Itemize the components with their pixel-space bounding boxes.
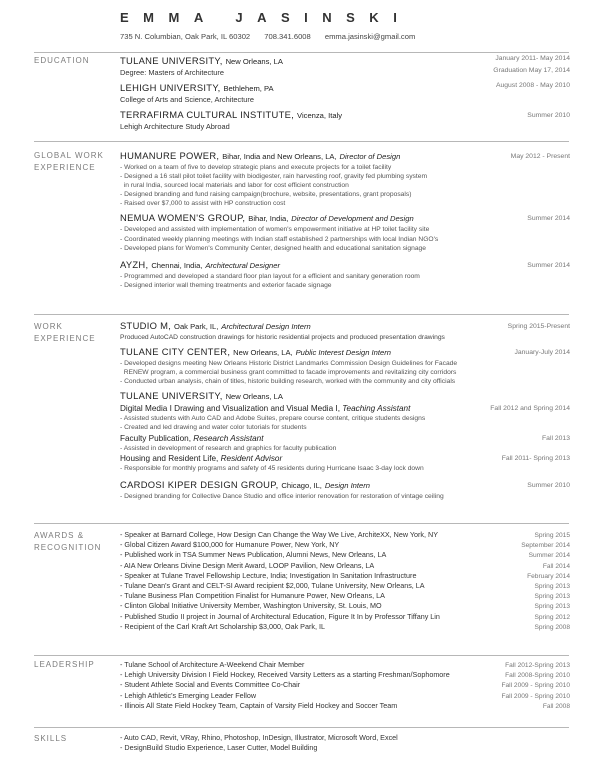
award-text: - Global Citizen Award $100,000 for Humanure Power, New York, NY (120, 540, 340, 550)
leadership-item (120, 670, 570, 680)
job-item (120, 212, 570, 252)
date: Fall 2008-Spring 2010 (505, 672, 570, 680)
award-text: - Recipient of the Carl Kraft Art Scholarship $3,000, Oak Park, IL (120, 621, 325, 631)
phone: 708.341.6008 (264, 32, 311, 41)
education-section (120, 55, 570, 132)
award-item (120, 601, 570, 611)
section-label-work (34, 321, 96, 345)
section-label-leadership: LEADERSHIP (34, 660, 95, 669)
skill-item: - Auto CAD, Revit, VRay, Rhino, Photoshop, InDesign, Illustrator, Microsoft Word, Excel (120, 733, 398, 742)
date: Spring 2015-Present (507, 323, 570, 330)
leadership-item (120, 701, 570, 711)
work-section (120, 320, 570, 501)
org-location: New Orleans, LA, (233, 348, 293, 358)
address: 735 N. Columbian, Oak Park, IL 60302 (120, 32, 251, 41)
job-item (120, 390, 570, 472)
course-title: Digital Media I Drawing and Visualization and Visual Media I, (120, 404, 340, 414)
date: August 2008 - May 2010 (495, 82, 570, 89)
org-name: TULANE CITY CENTER, (120, 346, 231, 358)
date: Fall 2012-Spring 2013 (505, 662, 570, 669)
bullet: - Programmed and developed a standard floor plan layout for a efficient and sanitary generation room (120, 272, 420, 280)
org-location: Chennai, India, (151, 260, 203, 270)
divider (34, 52, 569, 53)
email: emma.jasinski@gmail.com (324, 32, 416, 41)
date: Spring 2013 (534, 593, 570, 601)
bullet: - Responsible for monthly programs and safety of 45 residents during Hurricane Isaac 3-day lock down (120, 464, 424, 472)
bullet: RENEW program, a commercial business grant committed to facade improvements and revitalizing city corridors (120, 369, 457, 377)
award-item (120, 550, 570, 560)
job-item (120, 346, 570, 386)
bullet: - Developed designs meeting New Orleans Historic District Landmarks Commission Design Guidelines for Facade (120, 360, 458, 368)
org-name: HUMANURE POWER, (120, 150, 220, 161)
leadership-text: - Illinois All State Field Hockey Team, Captain of Varsity Field Hockey and Soccer Team (120, 700, 398, 710)
date: Summer 2014 (527, 261, 570, 269)
org-name: STUDIO M, (120, 320, 172, 331)
org-name: NEMUA WOMEN'S GROUP, (120, 212, 246, 224)
skills-section (120, 733, 570, 753)
school-location: Vicenza, Italy (297, 111, 343, 120)
bullet: - Designed interior wall theming treatments and exterior facade signage (120, 281, 332, 289)
award-text: - Speaker at Barnard College, How Design Can Change the Way We Live, ArchiteXX, New York, NY (120, 530, 439, 539)
award-text: - Published work in TSA Summer News Publication, Alumni News, New Orleans, LA (120, 550, 387, 560)
contact-line (120, 32, 427, 41)
leadership-text: - Lehigh Athletic's Emerging Leader Fellow (120, 690, 257, 700)
date: Fall 2014 (542, 562, 570, 570)
bullet: - Coordinated weekly planning meetings with Indian staff established 2 partnerships with local Indian NGO's (120, 235, 439, 243)
date: Summer 2014 (527, 215, 570, 223)
leadership-section (120, 660, 570, 711)
job-role: Public Interest Design Intern (295, 348, 391, 358)
bullet: - Designed branding and fund raising campaign(brochure, website, presentations, grant proposals) (120, 191, 412, 199)
education-item (120, 55, 570, 78)
label-line: EXPERIENCE (34, 334, 96, 343)
date: Spring 2008 (534, 623, 570, 631)
job-role: Director of Design (339, 152, 401, 161)
job-role: Research Assistant (193, 433, 264, 443)
date: Fall 2009 - Spring 2010 (501, 692, 570, 700)
global-work-section (120, 150, 570, 290)
date: Summer 2010 (527, 481, 570, 489)
label-line: RECOGNITION (34, 543, 102, 552)
bullet: - Assisted students with Auto CAD and Adobe Suites, prepare course content, critique students designs (120, 415, 426, 423)
bullet: - Raised over $7,000 to assist with HP construction cost (120, 200, 286, 208)
bullet: - Assisted in development of research and graphics for faculty publication (120, 444, 337, 452)
job-item (120, 320, 570, 342)
section-label-education: EDUCATION (34, 56, 90, 65)
org-name: AYZH, (120, 258, 149, 270)
job-role: Architectural Design Intern (221, 322, 311, 331)
school-name: TERRAFIRMA CULTURAL INSTITUTE, (120, 109, 295, 120)
leadership-item (120, 660, 570, 670)
job-item (120, 259, 570, 290)
leadership-item (120, 680, 570, 690)
leadership-item (120, 691, 570, 701)
award-text: - AIA New Orleans Divine Design Merit Award, LOOP Pavilion, New Orleans, LA (120, 560, 375, 570)
date: Fall 2012 and Spring 2014 (490, 405, 570, 413)
org-location: New Orleans, LA (225, 392, 283, 402)
award-item (120, 612, 570, 622)
label-line: GLOBAL WORK (34, 151, 104, 160)
school-location: Bethlehem, PA (223, 84, 274, 93)
school-name: TULANE UNIVERSITY, (120, 55, 223, 66)
org-name: CARDOSI KIPER DESIGN GROUP, (120, 478, 279, 490)
divider (34, 655, 569, 656)
bullet: - Developed plans for Women's Community Center, designed health and educational sanitation signage (120, 244, 426, 252)
award-item (120, 561, 570, 571)
award-text: - Tulane Dean's Grant and CELT-SI Award recipient $2,000, Tulane University, New Orleans, LA (120, 581, 425, 591)
date: Spring 2015 (534, 532, 570, 539)
job-role: Design Intern (324, 480, 370, 490)
date: Fall 2013 (542, 434, 570, 442)
bullet: - Designed branding for Collective Dance Studio and office interior renovation for restoration of vintage ceiling (120, 492, 444, 500)
label-line: WORK (34, 322, 63, 331)
date: January 2011- May 2014 (495, 55, 570, 62)
job-description: Produced AutoCAD construction drawings for historic residential projects and produced presentation drawings (120, 334, 445, 341)
award-item (120, 530, 570, 540)
education-item (120, 109, 570, 132)
award-item (120, 581, 570, 591)
job-item (120, 150, 570, 208)
date: Graduation May 17, 2014 (493, 67, 570, 74)
skill-item: - DesignBuild Studio Experience, Laser Cutter, Model Building (120, 743, 318, 753)
leadership-text: - Tulane School of Architecture A-Weekend Chair Member (120, 660, 305, 669)
date: Fall 2008 (542, 702, 570, 710)
leadership-text: - Student Athlete Social and Events Committee Co-Chair (120, 680, 301, 690)
leadership-text: - Lehigh University Division I Field Hockey, Received Varsity Letters as a starting Freshman/Sophomore (120, 670, 450, 680)
award-text: - Published Studio II project in Journal of Architectural Education, Figure It In by Professor Tiffany Lin (120, 611, 440, 621)
position-title: Faculty Publication, (120, 433, 191, 443)
date: Spring 2013 (534, 583, 570, 591)
school-location: New Orleans, LA (225, 57, 283, 66)
date: Fall 2011- Spring 2013 (501, 454, 570, 462)
bullet: - Developed and assisted with implementation of women's empowerment initiative at HP toilet facility site (120, 226, 430, 234)
date: Fall 2009 - Spring 2010 (501, 682, 570, 690)
bullet: - Created and led drawing and water color tutorials for students (120, 424, 307, 432)
job-role: Architectural Designer (205, 260, 281, 270)
date: Summer 2014 (528, 552, 570, 560)
education-item (120, 82, 570, 105)
position-title: Housing and Resident Life, (120, 453, 219, 463)
award-text: - Tulane Business Plan Competition Finalist for Humanure Power, New Orleans, LA (120, 591, 385, 601)
section-label-global-work (34, 150, 104, 174)
org-name: TULANE UNIVERSITY, (120, 390, 223, 402)
award-item (120, 540, 570, 550)
job-role: Teaching Assistant (342, 404, 411, 414)
job-role: Resident Advisor (220, 453, 283, 463)
resume-name: EMMA JASINSKI (120, 10, 412, 25)
date: May 2012 - Present (510, 153, 570, 160)
org-location: Bihar, India and New Orleans, LA, (222, 152, 337, 161)
award-item (120, 622, 570, 632)
award-item (120, 591, 570, 601)
bullet: in rural India, sourced local materials and labor for cost efficient construction (120, 182, 349, 190)
date: January-July 2014 (514, 349, 570, 357)
date: February 2014 (527, 572, 570, 580)
date: Spring 2012 (534, 613, 570, 621)
section-label-skills: SKILLS (34, 734, 68, 743)
degree-line: Degree: Masters of Architecture (120, 68, 224, 77)
divider (34, 141, 569, 142)
org-location: Oak Park, IL, (174, 322, 219, 331)
degree-line: Lehigh Architecture Study Abroad (120, 122, 230, 131)
date: Summer 2010 (527, 112, 570, 119)
award-text: - Clinton Global Initiative University Member, Washington University, St. Louis, MO (120, 601, 382, 611)
divider (34, 523, 569, 524)
org-location: Chicago, IL, (281, 480, 322, 490)
award-text: - Speaker at Tulane Travel Fellowship Lecture, India; Investigation In Sanitation Infrastructure (120, 570, 417, 580)
date: Spring 2013 (534, 603, 570, 611)
date: September 2014 (521, 542, 570, 550)
award-item (120, 571, 570, 581)
degree-line: College of Arts and Science, Architecture (120, 95, 254, 104)
school-name: LEHIGH UNIVERSITY, (120, 82, 221, 93)
section-label-awards (34, 530, 101, 554)
label-line: EXPERIENCE (34, 163, 96, 172)
awards-section (120, 530, 570, 632)
divider (34, 727, 569, 728)
bullet: - Conducted urban analysis, chain of titles, historic building research, worked with the community and city officials (120, 378, 456, 386)
org-location: Bihar, India, (248, 214, 289, 224)
label-line: AWARDS & (34, 531, 85, 540)
bullet: - Designed a 16 stall pilot toilet facility with biodigester, rain harvesting roof, gravity fed plumbing system (120, 173, 428, 181)
bullet: - Worked on a team of five to develop strategic plans and execute projects for a toilet facility (120, 164, 392, 171)
divider (34, 314, 569, 315)
job-role: Director of Development and Design (291, 214, 414, 224)
job-item (120, 479, 570, 501)
